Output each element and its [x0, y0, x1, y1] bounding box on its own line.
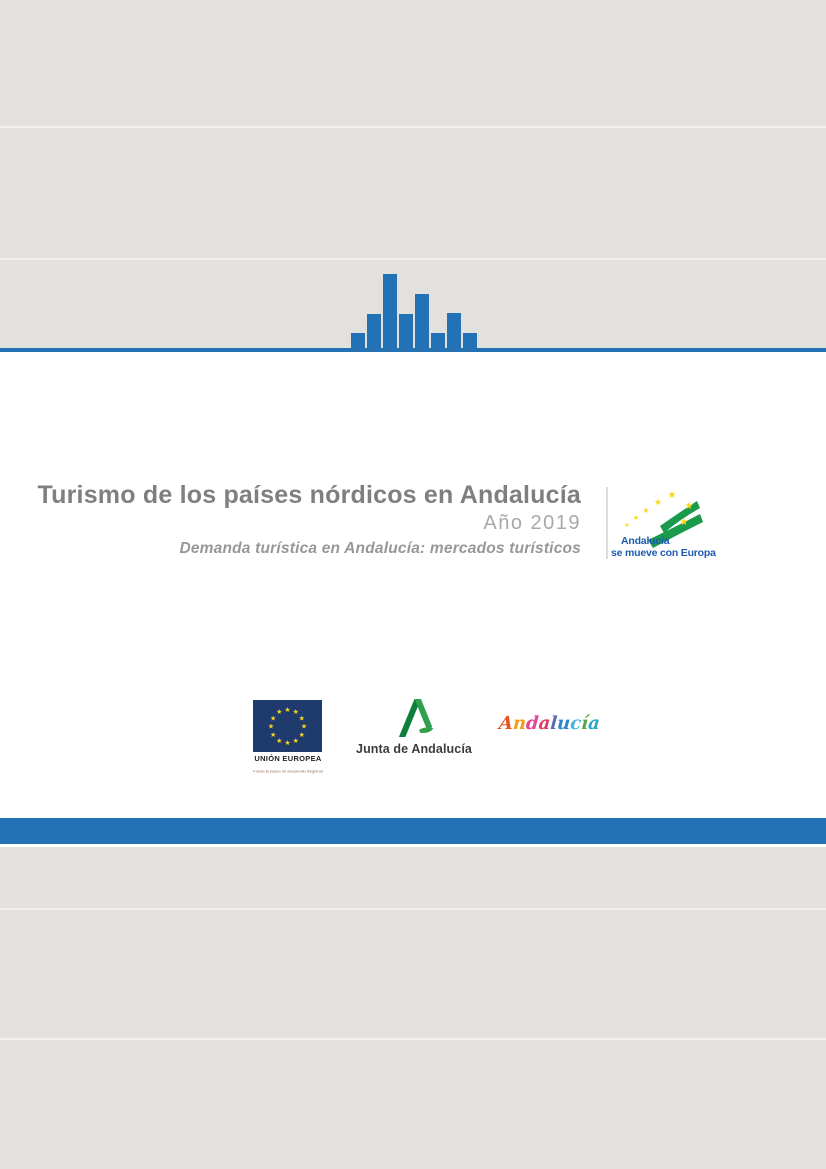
chart-bar [399, 314, 413, 348]
chart-bar [431, 333, 445, 348]
bottom-gray-band-2 [0, 910, 826, 1038]
eu-label: UNIÓN EUROPEA [254, 754, 322, 763]
decorative-bar-chart [351, 273, 481, 348]
year-label: Año 2019 [483, 512, 581, 534]
chart-bar [351, 333, 365, 348]
svg-text:★: ★ [298, 715, 305, 723]
emueve-line1: Andalucía [621, 535, 670, 547]
junta-label: Junta de Andalucía [356, 742, 472, 756]
svg-text:★: ★ [284, 740, 291, 747]
svg-text:★: ★ [292, 709, 299, 717]
svg-text:★: ★ [270, 715, 277, 723]
title-block [20, 481, 581, 561]
top-blue-rule [0, 348, 826, 352]
collection-subtitle: Demanda turística en Andalucía: mercados turísticos [179, 540, 581, 557]
svg-text:★: ★ [684, 501, 694, 512]
svg-text:★: ★ [267, 723, 275, 731]
chart-bar [383, 274, 397, 348]
bottom-gray-band-3 [0, 1040, 826, 1169]
svg-text:★: ★ [292, 737, 299, 745]
svg-text:★: ★ [679, 517, 689, 528]
svg-text:★: ★ [270, 731, 277, 739]
svg-text:★: ★ [667, 490, 677, 501]
chart-bar [415, 294, 429, 348]
eu-sublabel: Fondo Europeo de Desarrollo Regional [253, 769, 323, 774]
page-title: Turismo de los países nórdicos en Andalucía [37, 481, 581, 509]
svg-text:★: ★ [632, 515, 640, 522]
svg-text:★: ★ [624, 523, 630, 529]
middle-blue-band [0, 818, 826, 844]
andalucia-script-logo-text: Andalucía [498, 713, 601, 734]
svg-text:★: ★ [298, 731, 305, 739]
svg-text:★: ★ [284, 707, 291, 714]
svg-text:★: ★ [276, 709, 283, 717]
top-gray-band-2 [0, 128, 826, 258]
junta-de-andalucia-icon [397, 694, 435, 742]
svg-text:★: ★ [276, 737, 283, 745]
svg-text:★: ★ [300, 723, 308, 731]
top-gray-band-1 [0, 0, 826, 126]
svg-text:★: ★ [642, 506, 650, 515]
chart-bar [463, 333, 477, 348]
chart-bar [447, 313, 461, 348]
bottom-gray-band-1 [0, 847, 826, 908]
svg-text:★: ★ [653, 497, 663, 507]
emueve-line2: se mueve con Europa [611, 547, 716, 559]
eu-flag-icon [253, 700, 322, 752]
andalucia-se-mueve-logo [605, 488, 716, 560]
chart-bar [367, 314, 381, 348]
